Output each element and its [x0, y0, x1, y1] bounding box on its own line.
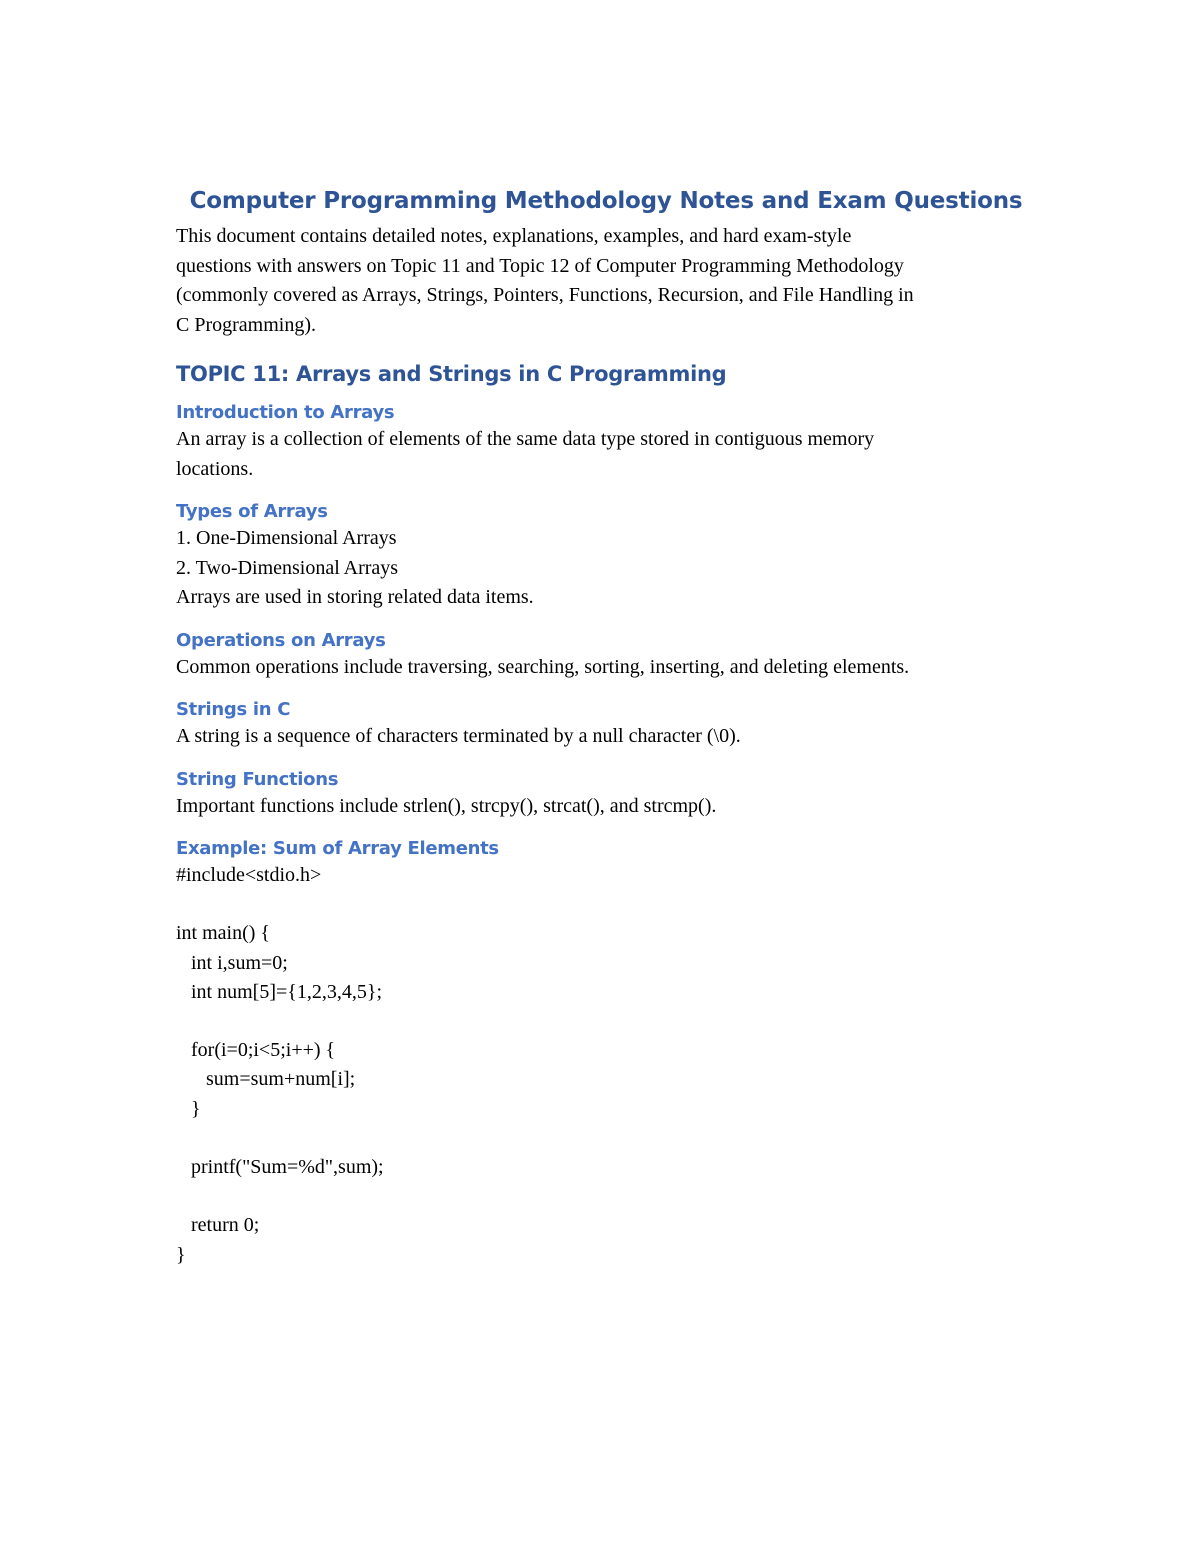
- example-heading: Example: Sum of Array Elements: [176, 838, 499, 859]
- topic-11-heading: TOPIC 11: Arrays and Strings in C Programming: [176, 362, 727, 386]
- text-line: locations.: [176, 457, 254, 480]
- intro-paragraph: [176, 222, 1036, 340]
- list-item: 2. Two-Dimensional Arrays: [176, 556, 399, 579]
- strings-heading: Strings in C: [176, 699, 291, 720]
- intro-line: C Programming).: [176, 313, 316, 336]
- text-line: Important functions include strlen(), strcpy(), strcat(), and strcmp().: [176, 794, 717, 817]
- text-line: Arrays are used in storing related data items.: [176, 586, 534, 608]
- strings-paragraph: [176, 722, 1036, 752]
- intro-line: (commonly covered as Arrays, Strings, Pointers, Functions, Recursion, and File Handling in: [176, 284, 914, 306]
- list-item: 1. One-Dimensional Arrays: [176, 527, 397, 549]
- intro-arrays-paragraph: [176, 425, 1036, 484]
- operations-paragraph: [176, 653, 1036, 683]
- intro-line: questions with answers on Topic 11 and Topic 12 of Computer Programming Methodology: [176, 254, 904, 277]
- intro-arrays-heading: Introduction to Arrays: [176, 402, 395, 423]
- document-title: Computer Programming Methodology Notes and Exam Questions: [189, 188, 1023, 214]
- operations-heading: Operations on Arrays: [176, 629, 386, 651]
- string-functions-heading: String Functions: [176, 768, 339, 790]
- code-block: #include<stdio.h> int main() { int i,sum=0; int num[5]={1,2,3,4,5}; for(i=0;i<5;i++) { sum=sum+num[i]; } printf("Sum=%d",sum); return 0; }: [176, 864, 384, 1266]
- string-functions-paragraph: [176, 792, 1036, 822]
- text-line: An array is a collection of elements of the same data type stored in contiguous memory: [176, 428, 875, 450]
- types-of-arrays-paragraph: [176, 524, 1036, 613]
- intro-line: This document contains detailed notes, explanations, examples, and hard exam-style: [176, 225, 852, 247]
- types-of-arrays-heading: Types of Arrays: [176, 501, 328, 522]
- text-line: A string is a sequence of characters terminated by a null character (\0).: [176, 725, 741, 747]
- text-line: Common operations include traversing, searching, sorting, inserting, and deleting elements.: [176, 655, 910, 678]
- document-page: [176, 188, 1036, 1270]
